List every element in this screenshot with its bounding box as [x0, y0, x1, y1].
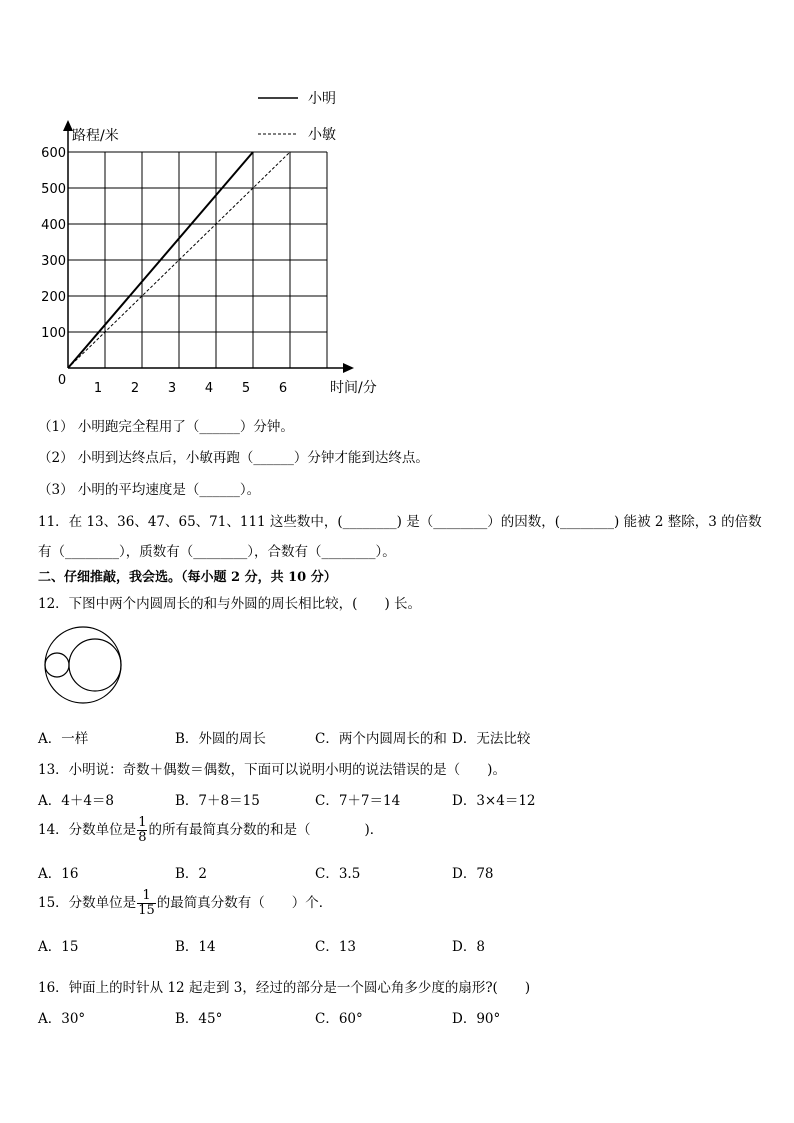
option-b[interactable]: B．7＋8＝15: [175, 793, 260, 809]
question-16-options: [38, 1007, 758, 1027]
question-15-options: [38, 935, 758, 955]
x-tick-label: 1: [93, 381, 103, 396]
question-11-line-1: 11．在 13、36、47、65、71、111 这些数中，(________) 是（________）的因数，(________) 能被 2 整除，3 的倍数: [38, 514, 762, 530]
y-tick-label: 600: [41, 146, 66, 161]
fraction-numerator: 1: [142, 888, 151, 903]
y-tick-label: 300: [41, 254, 66, 269]
option-d[interactable]: D．3×4＝12: [452, 793, 536, 809]
legend-label: 小敏: [308, 127, 336, 143]
option-c[interactable]: C．两个内圆周长的和: [315, 731, 447, 747]
x-tick-label: 6: [278, 381, 288, 396]
sub-question-1: （1） 小明跑完全程用了（______）分钟。: [38, 419, 294, 435]
question-15-stem: [38, 889, 332, 918]
question-13-stem: 13．小明说：奇数＋偶数＝偶数，下面可以说明小明的说法错误的是（ )。: [38, 762, 506, 778]
option-a[interactable]: A．15: [38, 939, 79, 955]
x-axis-label: 时间/分: [330, 380, 377, 396]
question-14-suffix: 的所有最简真分数的和是（ )．: [148, 822, 384, 838]
y-axis-label: 路程/米: [72, 128, 119, 144]
x-tick-label: 5: [241, 381, 251, 396]
option-d[interactable]: D．78: [452, 866, 494, 882]
option-a[interactable]: A．一样: [38, 731, 89, 747]
option-b[interactable]: B．45°: [175, 1011, 223, 1027]
chart-legend: [258, 91, 336, 143]
option-a[interactable]: A．16: [38, 866, 79, 882]
option-c[interactable]: C．60°: [315, 1011, 363, 1027]
option-b[interactable]: B．14: [175, 939, 216, 955]
question-12-stem: 12．下图中两个内圆周长的和与外圆的周长相比较，( ) 长。: [38, 596, 422, 612]
outer-circle: [45, 627, 121, 703]
origin-label: 0: [57, 373, 67, 388]
option-d[interactable]: D．无法比较: [452, 731, 531, 747]
option-c[interactable]: C．13: [315, 939, 357, 955]
chart-grid: [68, 152, 327, 368]
question-14-stem: [38, 816, 383, 845]
circles-figure: [40, 625, 130, 705]
sub-question-2: （2） 小明到达终点后，小敏再跑（______）分钟才能到达终点。: [38, 450, 429, 466]
x-tick-label: 4: [204, 381, 214, 396]
distance-time-chart: [0, 0, 794, 400]
question-15-prefix: 15．分数单位是: [38, 895, 137, 911]
fraction-denominator: 8: [138, 830, 147, 845]
x-axis-arrow: [343, 363, 354, 373]
chart-axes: [63, 120, 354, 373]
y-tick-label: 200: [41, 290, 66, 305]
fraction-one-eighth: [137, 816, 147, 845]
fraction-numerator: 1: [138, 815, 147, 830]
option-b[interactable]: B．外圆的周长: [175, 731, 266, 747]
option-b[interactable]: B．2: [175, 866, 208, 882]
question-14-prefix: 14．分数单位是: [38, 822, 137, 838]
option-a[interactable]: A．30°: [38, 1011, 86, 1027]
small-inner-circle: [45, 653, 69, 677]
fraction-one-fifteenth: [137, 889, 156, 918]
x-tick-label: 2: [130, 381, 140, 396]
option-d[interactable]: D．90°: [452, 1011, 501, 1027]
option-a[interactable]: A．4＋4＝8: [38, 793, 115, 809]
question-11-line-2: 有（________），质数有（________），合数有（________）。: [38, 544, 396, 560]
x-tick-label: 3: [167, 381, 177, 396]
question-14-options: [38, 862, 758, 882]
question-13-options: [38, 789, 758, 809]
sub-question-3: （3） 小明的平均速度是（______）。: [38, 482, 261, 498]
fraction-denominator: 15: [138, 903, 155, 918]
large-inner-circle: [69, 639, 121, 691]
y-tick-label: 500: [41, 182, 66, 197]
question-15-suffix: 的最简真分数有（ ）个．: [156, 895, 333, 911]
option-d[interactable]: D．8: [452, 939, 485, 955]
question-12-options: [38, 727, 758, 747]
option-c[interactable]: C．3.5: [315, 866, 361, 882]
section-2-heading: 二、仔细推敲，我会选。（每小题 2 分，共 10 分）: [38, 570, 337, 585]
question-16-stem: 16．钟面上的时针从 12 起走到 3，经过的部分是一个圆心角多少度的扇形?( ): [38, 980, 531, 996]
option-c[interactable]: C．7＋7＝14: [315, 793, 401, 809]
y-tick-label: 100: [41, 326, 66, 341]
chart-labels: [41, 127, 377, 396]
y-tick-label: 400: [41, 218, 66, 233]
legend-label: 小明: [308, 91, 336, 107]
